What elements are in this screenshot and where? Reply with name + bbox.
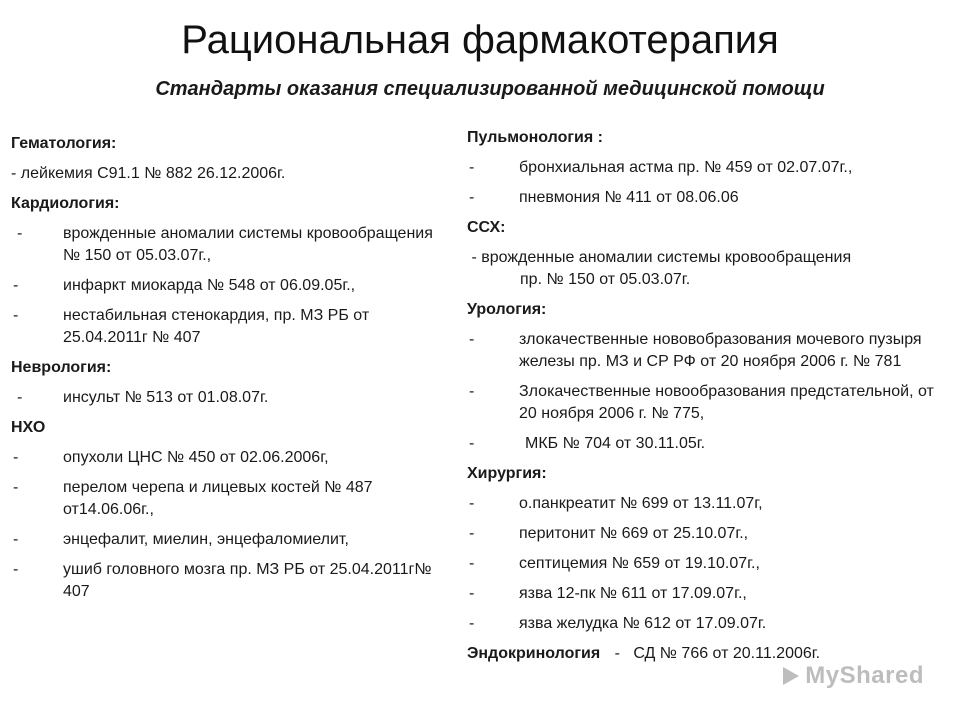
- surgery-item: [467, 493, 947, 515]
- pulmonology-item-text: бронхиальная астма пр. № 459 от 02.07.07г.,: [519, 159, 853, 176]
- pulmonology-item: [467, 157, 947, 179]
- urology-item: [467, 381, 947, 425]
- nho-item-text: ушиб головного мозга пр. МЗ РБ от 25.04.2011г№ 407: [63, 561, 432, 600]
- slide-title: Рациональная фармакотерапия: [181, 18, 779, 62]
- endocrinology-text: - СД № 766 от 20.11.2006г.: [614, 645, 821, 662]
- list-dash: -: [469, 585, 475, 602]
- list-dash: -: [13, 479, 19, 496]
- hematology-heading: Гематология:: [11, 135, 117, 152]
- pulmonology-item-text: пневмония № 411 от 08.06.06: [519, 189, 739, 206]
- nho-item-text: опухоли ЦНС № 450 от 02.06.2006г,: [63, 449, 329, 466]
- endocrinology-heading: Эндокринология: [467, 645, 601, 662]
- list-dash: -: [469, 159, 475, 176]
- surgery-item-text: язва желудка № 612 от 17.09.07г.: [519, 615, 767, 632]
- watermark-logo: [779, 662, 924, 690]
- nho-item: [11, 477, 451, 521]
- cardiology-item: [11, 223, 451, 267]
- left-column: [11, 133, 451, 603]
- urology-item: [467, 329, 947, 373]
- list-dash: -: [469, 189, 475, 206]
- ssh-item: - врожденные аномалии системы кровообращения: [467, 249, 852, 266]
- slide-subtitle: Стандарты оказания специализированной медицинской помощи: [155, 78, 825, 100]
- list-dash: -: [469, 555, 475, 572]
- surgery-heading: Хирургия:: [467, 465, 547, 482]
- right-column: [467, 127, 947, 665]
- cardiology-heading: Кардиология:: [11, 195, 120, 212]
- cardiology-item-text: инфаркт миокарда № 548 от 06.09.05г.,: [63, 277, 356, 294]
- nho-item-text: перелом черепа и лицевых костей № 487 от14.06.06г.,: [63, 479, 373, 518]
- urology-heading: Урология:: [467, 301, 547, 318]
- surgery-item-text: перитонит № 669 от 25.10.07г.,: [519, 525, 749, 542]
- list-dash: -: [469, 615, 475, 632]
- neurology-heading: Неврология:: [11, 359, 112, 376]
- list-dash: -: [13, 307, 19, 324]
- list-dash: -: [469, 435, 475, 452]
- nho-item-text: энцефалит, миелин, энцефаломиелит,: [63, 531, 349, 548]
- list-dash: -: [469, 331, 475, 348]
- surgery-item: [467, 583, 947, 605]
- surgery-item-text: о.панкреатит № 699 от 13.11.07г,: [519, 495, 763, 512]
- pulmonology-heading: Пульмонология :: [467, 129, 603, 146]
- pulmonology-item: [467, 187, 947, 209]
- nho-heading: НХО: [11, 419, 46, 436]
- cardiology-item: [11, 305, 451, 349]
- nho-item: [11, 529, 451, 551]
- hematology-item: - лейкемия С91.1 № 882 26.12.2006г.: [11, 165, 286, 182]
- nho-item: [11, 559, 451, 603]
- list-dash: -: [17, 225, 23, 242]
- surgery-item: [467, 613, 947, 635]
- list-dash: -: [13, 531, 19, 548]
- watermark-text: MyShared: [805, 662, 924, 689]
- surgery-item-text: септицемия № 659 от 19.10.07г.,: [519, 555, 760, 572]
- surgery-item-text: язва 12-пк № 611 от 17.09.07г.,: [519, 585, 747, 602]
- list-dash: -: [13, 561, 19, 578]
- list-dash: -: [469, 383, 475, 400]
- surgery-item: [467, 553, 947, 575]
- cardiology-item: [11, 275, 451, 297]
- nho-item: [11, 447, 451, 469]
- ssh-heading: ССХ:: [467, 219, 506, 236]
- urology-item-text: злокачественные нововобразования мочевого пузыря железы пр. МЗ и СР РФ от 20 ноября 2006 г. № 781: [519, 331, 922, 370]
- list-dash: -: [13, 277, 19, 294]
- cardiology-item-text: врожденные аномалии системы кровообращения № 150 от 05.03.07г.,: [63, 225, 433, 264]
- ssh-item-continuation: пр. № 150 от 05.03.07г.: [520, 271, 691, 288]
- urology-item: [467, 433, 947, 455]
- list-dash: -: [13, 449, 19, 466]
- urology-item-text: МКБ № 704 от 30.11.05г.: [525, 435, 706, 452]
- surgery-item: [467, 523, 947, 545]
- neurology-item-text: инсульт № 513 от 01.08.07г.: [63, 389, 269, 406]
- cardiology-item-text: нестабильная стенокардия, пр. МЗ РБ от 25.04.2011г № 407: [63, 307, 370, 346]
- list-dash: -: [469, 495, 475, 512]
- list-dash: -: [17, 389, 23, 406]
- neurology-item: [11, 387, 451, 409]
- urology-item-text: Злокачественные новообразования предстательной, от 20 ноября 2006 г. № 775,: [519, 383, 934, 422]
- list-dash: -: [469, 525, 475, 542]
- play-triangle-icon: [779, 665, 801, 687]
